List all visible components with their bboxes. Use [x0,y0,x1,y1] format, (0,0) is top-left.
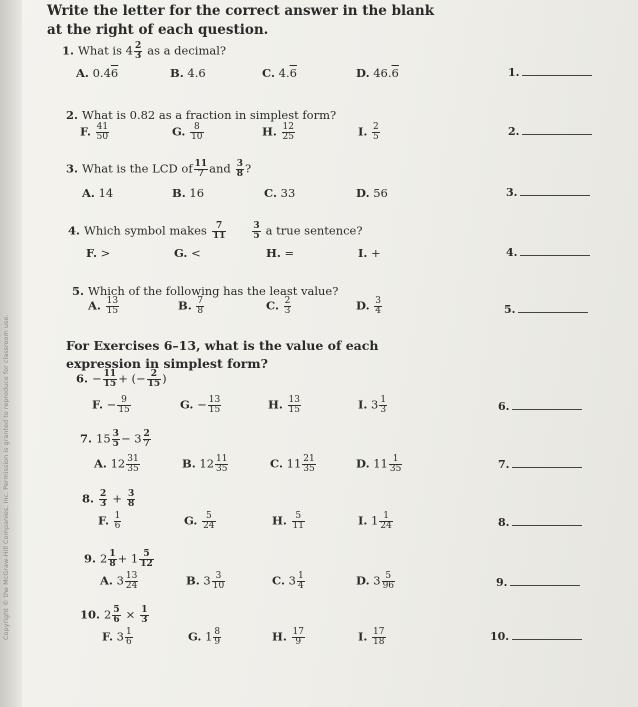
question-10: 10. 2 $\frac{5}{6}$ × $\frac{1}{3}$ [80,605,148,625]
q6-option-h[interactable]: H. $\frac{13}{15}$ [268,395,300,415]
q4-option-i[interactable]: I. + [358,246,381,260]
q6-option-g[interactable]: G. − $\frac{13}{15}$ [180,395,221,415]
q3-option-d[interactable]: D. 56 [356,186,388,200]
q5-option-a[interactable]: A. $\frac{13}{15}$ [88,296,119,316]
q1-option-c[interactable]: C. 4.6 [262,66,297,80]
q5-option-b[interactable]: B. $\frac{7}{8}$ [178,296,204,316]
answer-blank-7[interactable]: 7. [498,458,582,471]
copyright-note: Copyright © the McGraw-Hill Companies, Inc. Permission is granted to reproduce for classroom use. [2,314,10,640]
q8-option-f[interactable]: F. $\frac{1}{6}$ [98,511,121,531]
q9-option-b[interactable]: B. 3 $\frac{3}{10}$ [186,571,225,591]
question-1: 1. What is 4 $\frac{2}{3}$ as a decimal? [62,41,227,61]
answer-blank-5[interactable]: 5. [504,303,588,316]
question-6: 6. − $\frac{11}{15}$ + (− $\frac{2}{15}$ ) [76,369,167,389]
answer-blank-4[interactable]: 4. [506,246,590,259]
q2-option-g[interactable]: G. $\frac{8}{10}$ [172,122,203,142]
q4-option-f[interactable]: F. > [86,246,111,260]
q2-option-f[interactable]: F. $\frac{41}{50}$ [80,122,109,142]
question-7: 7. 15 $\frac{3}{5}$ − 3 $\frac{2}{7}$ [80,429,150,449]
q6-option-f[interactable]: F. − $\frac{9}{15}$ [92,395,130,415]
q9-option-c[interactable]: C. 3 $\frac{1}{4}$ [272,571,304,591]
q10-option-f[interactable]: F. 3 $\frac{1}{6}$ [102,627,132,647]
q5-option-c[interactable]: C. $\frac{2}{3}$ [266,296,291,316]
question-5: 5. Which of the following has the least value? [72,284,339,298]
answer-blank-1[interactable]: 1. [508,66,592,79]
q2-option-h[interactable]: H. $\frac{12}{25}$ [262,122,294,142]
answer-blank-9[interactable]: 9. [496,576,580,589]
question-3: 3. What is the LCD of $\frac{11}{7}$ and $\frac{3}{8}$ ? [66,159,252,179]
q8-option-h[interactable]: H. $\frac{5}{11}$ [272,511,304,531]
q5-option-d[interactable]: D. $\frac{3}{4}$ [356,296,381,316]
answer-blank-6[interactable]: 6. [498,400,582,413]
answer-blank-8[interactable]: 8. [498,516,582,529]
q2-option-i[interactable]: I. $\frac{2}{5}$ [358,122,379,142]
question-9: 9. 2 $\frac{1}{8}$ + 1 $\frac{5}{12}$ [84,549,153,569]
q4-option-h[interactable]: H. = [266,246,295,260]
q6-option-i[interactable]: I. 3 $\frac{1}{3}$ [358,395,387,415]
q8-option-i[interactable]: I. 1 $\frac{1}{24}$ [358,511,392,531]
answer-blank-2[interactable]: 2. [508,125,592,138]
q7-option-b[interactable]: B. 12 $\frac{11}{35}$ [182,454,228,474]
question-8: 8. $\frac{2}{3}$ + $\frac{3}{8}$ [82,489,135,509]
section-instructions: For Exercises 6–13, what is the value of each expression in simplest form? [66,338,379,371]
q9-option-a[interactable]: A. 3 $\frac{13}{24}$ [100,571,138,591]
q1-option-a[interactable]: A. 0.46 [76,66,119,80]
q8-option-g[interactable]: G. $\frac{5}{24}$ [184,511,215,531]
q4-option-g[interactable]: G. < [174,246,201,260]
answer-blank-10[interactable]: 10. [490,630,582,643]
instructions: Write the letter for the correct answer in the blank at the right of each question. [47,3,435,38]
question-2: 2. What is 0.82 as a fraction in simplest form? [66,108,337,122]
question-4: 4. Which symbol makes $\frac{7}{11}$ $\frac{3}{5}$ a true sentence? [68,221,363,241]
q10-option-i[interactable]: I. $\frac{17}{18}$ [358,627,385,647]
answer-blank-3[interactable]: 3. [506,186,590,199]
q7-option-d[interactable]: D. 11 $\frac{1}{35}$ [356,454,402,474]
q3-option-b[interactable]: B. 16 [172,186,205,200]
q3-option-a[interactable]: A. 14 [82,186,114,200]
q7-option-c[interactable]: C. 11 $\frac{21}{35}$ [270,454,315,474]
q10-option-h[interactable]: H. $\frac{17}{9}$ [272,627,304,647]
q9-option-d[interactable]: D. 3 $\frac{5}{96}$ [356,571,395,591]
q10-option-g[interactable]: G. 1 $\frac{8}{9}$ [188,627,221,647]
q1-option-b[interactable]: B. 4.6 [170,66,206,80]
q3-option-c[interactable]: C. 33 [264,186,296,200]
q1-option-d[interactable]: D. 46.6 [356,66,399,80]
q7-option-a[interactable]: A. 12 $\frac{31}{35}$ [94,454,139,474]
